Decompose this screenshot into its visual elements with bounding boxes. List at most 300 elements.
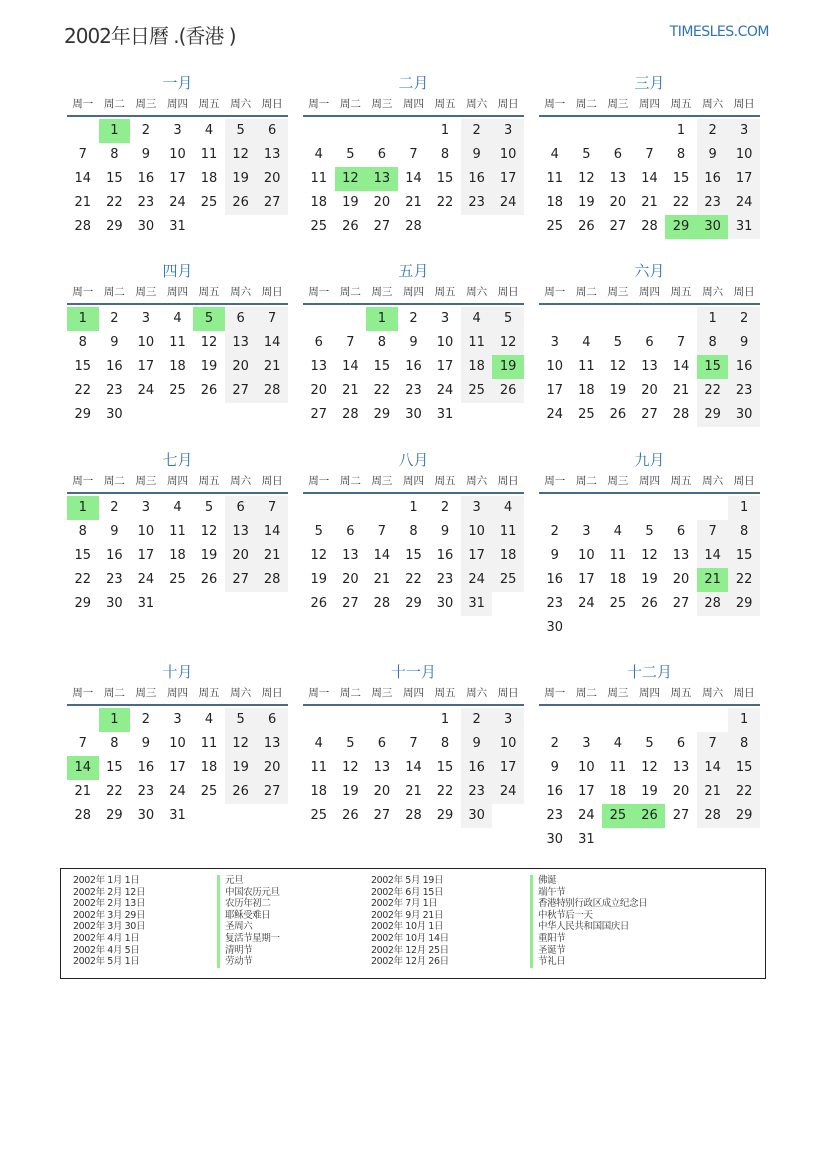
day-cell[interactable]: 4 bbox=[582, 335, 591, 350]
day-cell[interactable]: 21 bbox=[256, 544, 288, 568]
day-cell[interactable]: 7 bbox=[697, 732, 729, 756]
day-cell[interactable]: 4 bbox=[314, 736, 323, 751]
day-cell[interactable]: 27 bbox=[310, 407, 328, 422]
day-cell[interactable]: 5 bbox=[492, 307, 524, 331]
day-cell[interactable]: 8 bbox=[78, 335, 87, 350]
day-cell[interactable]: 20 bbox=[672, 784, 690, 799]
day-cell[interactable]: 18 bbox=[609, 572, 627, 587]
day-cell[interactable]: 26 bbox=[225, 780, 257, 804]
day-cell[interactable]: 20 bbox=[310, 383, 328, 398]
day-cell[interactable]: 16 bbox=[697, 167, 729, 191]
day-cell[interactable]: 13 bbox=[672, 548, 690, 563]
day-cell[interactable]: 17 bbox=[492, 167, 524, 191]
day-cell[interactable]: 6 bbox=[377, 147, 387, 162]
day-cell[interactable]: 2 bbox=[550, 736, 559, 751]
holiday-day-cell[interactable]: 13 bbox=[366, 167, 398, 191]
day-cell[interactable]: 14 bbox=[405, 760, 422, 775]
day-cell[interactable]: 3 bbox=[440, 311, 450, 326]
day-cell[interactable]: 20 bbox=[225, 355, 257, 379]
day-cell[interactable]: 23 bbox=[137, 195, 155, 210]
day-cell[interactable]: 17 bbox=[492, 756, 524, 780]
day-cell[interactable]: 28 bbox=[697, 592, 729, 616]
day-cell[interactable]: 1 bbox=[409, 500, 418, 515]
day-cell[interactable]: 26 bbox=[492, 379, 524, 403]
day-cell[interactable]: 12 bbox=[492, 331, 524, 355]
day-cell[interactable]: 6 bbox=[377, 736, 387, 751]
day-cell[interactable]: 8 bbox=[377, 335, 387, 350]
holiday-day-cell[interactable]: 1 bbox=[366, 307, 398, 331]
day-cell[interactable]: 28 bbox=[405, 808, 422, 823]
day-cell[interactable]: 18 bbox=[461, 355, 493, 379]
day-cell[interactable]: 30 bbox=[436, 596, 454, 611]
day-cell[interactable]: 5 bbox=[346, 736, 355, 751]
day-cell[interactable]: 12 bbox=[578, 171, 595, 186]
day-cell[interactable]: 15 bbox=[436, 760, 454, 775]
day-cell[interactable]: 20 bbox=[342, 572, 359, 587]
day-cell[interactable]: 5 bbox=[645, 736, 654, 751]
day-cell[interactable]: 22 bbox=[728, 568, 760, 592]
day-cell[interactable]: 16 bbox=[728, 355, 760, 379]
day-cell[interactable]: 25 bbox=[169, 572, 186, 587]
day-cell[interactable]: 14 bbox=[342, 359, 359, 374]
day-cell[interactable]: 3 bbox=[582, 736, 591, 751]
day-cell[interactable]: 29 bbox=[697, 403, 729, 427]
day-cell[interactable]: 8 bbox=[110, 736, 119, 751]
day-cell[interactable]: 19 bbox=[342, 784, 359, 799]
day-cell[interactable]: 5 bbox=[645, 524, 654, 539]
day-cell[interactable]: 11 bbox=[169, 524, 186, 539]
day-cell[interactable]: 17 bbox=[137, 548, 155, 563]
day-cell[interactable]: 30 bbox=[461, 804, 493, 828]
day-cell[interactable]: 21 bbox=[342, 383, 359, 398]
day-cell[interactable]: 19 bbox=[225, 167, 257, 191]
day-cell[interactable]: 2 bbox=[697, 119, 729, 143]
day-cell[interactable]: 8 bbox=[409, 524, 418, 539]
holiday-day-cell[interactable]: 14 bbox=[67, 756, 99, 780]
day-cell[interactable]: 30 bbox=[546, 832, 564, 847]
day-cell[interactable]: 22 bbox=[74, 572, 92, 587]
day-cell[interactable]: 1 bbox=[676, 123, 686, 138]
day-cell[interactable]: 12 bbox=[200, 524, 218, 539]
day-cell[interactable]: 29 bbox=[74, 596, 92, 611]
day-cell[interactable]: 15 bbox=[672, 171, 690, 186]
day-cell[interactable]: 14 bbox=[641, 171, 658, 186]
day-cell[interactable]: 9 bbox=[110, 335, 119, 350]
day-cell[interactable]: 11 bbox=[310, 171, 328, 186]
day-cell[interactable]: 2 bbox=[461, 119, 493, 143]
day-cell[interactable]: 20 bbox=[641, 383, 658, 398]
day-cell[interactable]: 10 bbox=[137, 524, 155, 539]
day-cell[interactable]: 24 bbox=[137, 572, 155, 587]
day-cell[interactable]: 9 bbox=[409, 335, 418, 350]
day-cell[interactable]: 26 bbox=[641, 596, 658, 611]
day-cell[interactable]: 30 bbox=[728, 403, 760, 427]
day-cell[interactable]: 13 bbox=[310, 359, 328, 374]
day-cell[interactable]: 19 bbox=[310, 572, 328, 587]
day-cell[interactable]: 27 bbox=[609, 219, 627, 234]
day-cell[interactable]: 17 bbox=[436, 359, 454, 374]
day-cell[interactable]: 16 bbox=[137, 760, 155, 775]
day-cell[interactable]: 11 bbox=[609, 548, 627, 563]
day-cell[interactable]: 14 bbox=[697, 756, 729, 780]
day-cell[interactable]: 22 bbox=[728, 780, 760, 804]
day-cell[interactable]: 2 bbox=[110, 311, 119, 326]
day-cell[interactable]: 30 bbox=[405, 407, 422, 422]
day-cell[interactable]: 3 bbox=[173, 712, 182, 727]
day-cell[interactable]: 3 bbox=[582, 524, 591, 539]
day-cell[interactable]: 18 bbox=[200, 760, 218, 775]
day-cell[interactable]: 24 bbox=[492, 780, 524, 804]
day-cell[interactable]: 4 bbox=[204, 712, 214, 727]
day-cell[interactable]: 3 bbox=[461, 496, 493, 520]
day-cell[interactable]: 27 bbox=[342, 596, 359, 611]
day-cell[interactable]: 4 bbox=[204, 123, 214, 138]
day-cell[interactable]: 6 bbox=[645, 335, 654, 350]
day-cell[interactable]: 12 bbox=[641, 760, 658, 775]
day-cell[interactable]: 10 bbox=[728, 143, 760, 167]
day-cell[interactable]: 9 bbox=[461, 143, 493, 167]
day-cell[interactable]: 17 bbox=[461, 544, 493, 568]
day-cell[interactable]: 3 bbox=[728, 119, 760, 143]
day-cell[interactable]: 10 bbox=[137, 335, 155, 350]
holiday-day-cell[interactable]: 21 bbox=[697, 568, 729, 592]
day-cell[interactable]: 27 bbox=[225, 379, 257, 403]
day-cell[interactable]: 28 bbox=[697, 804, 729, 828]
day-cell[interactable]: 27 bbox=[373, 808, 391, 823]
day-cell[interactable]: 31 bbox=[137, 596, 155, 611]
day-cell[interactable]: 29 bbox=[106, 808, 123, 823]
day-cell[interactable]: 22 bbox=[436, 195, 454, 210]
day-cell[interactable]: 15 bbox=[106, 760, 123, 775]
day-cell[interactable]: 11 bbox=[310, 760, 328, 775]
day-cell[interactable]: 14 bbox=[256, 520, 288, 544]
day-cell[interactable]: 31 bbox=[436, 407, 454, 422]
day-cell[interactable]: 11 bbox=[546, 171, 564, 186]
day-cell[interactable]: 29 bbox=[728, 592, 760, 616]
day-cell[interactable]: 17 bbox=[578, 572, 595, 587]
day-cell[interactable]: 5 bbox=[613, 335, 623, 350]
day-cell[interactable]: 31 bbox=[461, 592, 493, 616]
day-cell[interactable]: 5 bbox=[225, 119, 257, 143]
day-cell[interactable]: 8 bbox=[440, 147, 450, 162]
day-cell[interactable]: 7 bbox=[78, 736, 87, 751]
day-cell[interactable]: 20 bbox=[373, 195, 391, 210]
day-cell[interactable]: 1 bbox=[728, 496, 760, 520]
day-cell[interactable]: 30 bbox=[137, 219, 155, 234]
day-cell[interactable]: 2 bbox=[550, 524, 559, 539]
holiday-day-cell[interactable]: 1 bbox=[99, 708, 131, 732]
day-cell[interactable]: 28 bbox=[256, 568, 288, 592]
day-cell[interactable]: 30 bbox=[106, 407, 123, 422]
day-cell[interactable]: 3 bbox=[492, 119, 524, 143]
day-cell[interactable]: 16 bbox=[461, 756, 493, 780]
day-cell[interactable]: 25 bbox=[310, 808, 328, 823]
day-cell[interactable]: 11 bbox=[200, 147, 218, 162]
day-cell[interactable]: 2 bbox=[141, 712, 151, 727]
day-cell[interactable]: 9 bbox=[141, 147, 151, 162]
day-cell[interactable]: 26 bbox=[310, 596, 328, 611]
day-cell[interactable]: 25 bbox=[169, 383, 186, 398]
day-cell[interactable]: 4 bbox=[613, 736, 623, 751]
day-cell[interactable]: 10 bbox=[578, 548, 595, 563]
day-cell[interactable]: 18 bbox=[169, 548, 186, 563]
day-cell[interactable]: 26 bbox=[609, 407, 627, 422]
day-cell[interactable]: 6 bbox=[314, 335, 323, 350]
day-cell[interactable]: 12 bbox=[225, 732, 257, 756]
day-cell[interactable]: 15 bbox=[436, 171, 454, 186]
day-cell[interactable]: 29 bbox=[106, 219, 123, 234]
day-cell[interactable]: 22 bbox=[672, 195, 690, 210]
day-cell[interactable]: 24 bbox=[728, 191, 760, 215]
day-cell[interactable]: 22 bbox=[106, 195, 123, 210]
day-cell[interactable]: 21 bbox=[405, 195, 422, 210]
day-cell[interactable]: 28 bbox=[672, 407, 690, 422]
day-cell[interactable]: 16 bbox=[137, 171, 155, 186]
day-cell[interactable]: 23 bbox=[697, 191, 729, 215]
day-cell[interactable]: 28 bbox=[641, 219, 658, 234]
day-cell[interactable]: 7 bbox=[377, 524, 387, 539]
day-cell[interactable]: 20 bbox=[672, 572, 690, 587]
day-cell[interactable]: 25 bbox=[310, 219, 328, 234]
day-cell[interactable]: 22 bbox=[697, 379, 729, 403]
day-cell[interactable]: 9 bbox=[728, 331, 760, 355]
day-cell[interactable]: 7 bbox=[78, 147, 87, 162]
holiday-day-cell[interactable]: 29 bbox=[665, 215, 697, 239]
day-cell[interactable]: 5 bbox=[314, 524, 323, 539]
day-cell[interactable]: 21 bbox=[373, 572, 391, 587]
day-cell[interactable]: 5 bbox=[204, 500, 214, 515]
day-cell[interactable]: 29 bbox=[405, 596, 422, 611]
day-cell[interactable]: 23 bbox=[546, 808, 564, 823]
day-cell[interactable]: 1 bbox=[728, 708, 760, 732]
day-cell[interactable]: 25 bbox=[546, 219, 564, 234]
holiday-day-cell[interactable]: 12 bbox=[335, 167, 367, 191]
day-cell[interactable]: 11 bbox=[609, 760, 627, 775]
day-cell[interactable]: 13 bbox=[225, 520, 257, 544]
day-cell[interactable]: 8 bbox=[440, 736, 450, 751]
day-cell[interactable]: 12 bbox=[200, 335, 218, 350]
day-cell[interactable]: 21 bbox=[256, 355, 288, 379]
day-cell[interactable]: 13 bbox=[609, 171, 627, 186]
day-cell[interactable]: 16 bbox=[106, 548, 123, 563]
day-cell[interactable]: 19 bbox=[641, 784, 658, 799]
day-cell[interactable]: 14 bbox=[405, 171, 422, 186]
day-cell[interactable]: 23 bbox=[728, 379, 760, 403]
day-cell[interactable]: 9 bbox=[550, 760, 559, 775]
day-cell[interactable]: 2 bbox=[461, 708, 493, 732]
day-cell[interactable]: 2 bbox=[110, 500, 119, 515]
day-cell[interactable]: 27 bbox=[672, 808, 690, 823]
day-cell[interactable]: 13 bbox=[373, 760, 391, 775]
day-cell[interactable]: 20 bbox=[256, 756, 288, 780]
day-cell[interactable]: 15 bbox=[106, 171, 123, 186]
day-cell[interactable]: 24 bbox=[578, 808, 595, 823]
day-cell[interactable]: 28 bbox=[373, 596, 391, 611]
day-cell[interactable]: 28 bbox=[74, 808, 92, 823]
holiday-day-cell[interactable]: 5 bbox=[193, 307, 225, 331]
day-cell[interactable]: 18 bbox=[310, 195, 328, 210]
holiday-day-cell[interactable]: 15 bbox=[697, 355, 729, 379]
holiday-day-cell[interactable]: 26 bbox=[634, 804, 666, 828]
day-cell[interactable]: 17 bbox=[728, 167, 760, 191]
day-cell[interactable]: 14 bbox=[74, 171, 92, 186]
day-cell[interactable]: 18 bbox=[200, 171, 218, 186]
day-cell[interactable]: 24 bbox=[461, 568, 493, 592]
day-cell[interactable]: 6 bbox=[225, 307, 257, 331]
day-cell[interactable]: 28 bbox=[405, 219, 422, 234]
day-cell[interactable]: 14 bbox=[373, 548, 391, 563]
day-cell[interactable]: 3 bbox=[141, 311, 151, 326]
day-cell[interactable]: 7 bbox=[256, 496, 288, 520]
day-cell[interactable]: 10 bbox=[169, 147, 186, 162]
day-cell[interactable]: 28 bbox=[342, 407, 359, 422]
day-cell[interactable]: 7 bbox=[409, 147, 418, 162]
day-cell[interactable]: 10 bbox=[461, 520, 493, 544]
day-cell[interactable]: 18 bbox=[310, 784, 328, 799]
day-cell[interactable]: 4 bbox=[173, 500, 182, 515]
day-cell[interactable]: 17 bbox=[169, 760, 186, 775]
day-cell[interactable]: 27 bbox=[256, 191, 288, 215]
day-cell[interactable]: 7 bbox=[409, 736, 418, 751]
day-cell[interactable]: 22 bbox=[405, 572, 422, 587]
day-cell[interactable]: 6 bbox=[676, 736, 686, 751]
day-cell[interactable]: 30 bbox=[546, 620, 564, 635]
day-cell[interactable]: 24 bbox=[169, 784, 186, 799]
day-cell[interactable]: 23 bbox=[461, 191, 493, 215]
day-cell[interactable]: 23 bbox=[461, 780, 493, 804]
day-cell[interactable]: 26 bbox=[578, 219, 595, 234]
day-cell[interactable]: 12 bbox=[342, 760, 359, 775]
holiday-day-cell[interactable]: 30 bbox=[697, 215, 729, 239]
day-cell[interactable]: 31 bbox=[578, 832, 595, 847]
holiday-day-cell[interactable]: 1 bbox=[67, 496, 99, 520]
day-cell[interactable]: 7 bbox=[256, 307, 288, 331]
day-cell[interactable]: 16 bbox=[546, 784, 564, 799]
day-cell[interactable]: 20 bbox=[373, 784, 391, 799]
day-cell[interactable]: 23 bbox=[436, 572, 454, 587]
day-cell[interactable]: 12 bbox=[641, 548, 658, 563]
day-cell[interactable]: 11 bbox=[578, 359, 595, 374]
day-cell[interactable]: 6 bbox=[256, 708, 288, 732]
day-cell[interactable]: 9 bbox=[461, 732, 493, 756]
day-cell[interactable]: 5 bbox=[346, 147, 355, 162]
day-cell[interactable]: 4 bbox=[492, 496, 524, 520]
day-cell[interactable]: 12 bbox=[225, 143, 257, 167]
day-cell[interactable]: 13 bbox=[672, 760, 690, 775]
day-cell[interactable]: 8 bbox=[728, 520, 760, 544]
day-cell[interactable]: 21 bbox=[641, 195, 658, 210]
holiday-day-cell[interactable]: 19 bbox=[492, 355, 524, 379]
holiday-day-cell[interactable]: 1 bbox=[67, 307, 99, 331]
day-cell[interactable]: 7 bbox=[697, 520, 729, 544]
day-cell[interactable]: 27 bbox=[641, 407, 658, 422]
day-cell[interactable]: 22 bbox=[373, 383, 391, 398]
day-cell[interactable]: 29 bbox=[436, 808, 454, 823]
day-cell[interactable]: 10 bbox=[436, 335, 454, 350]
day-cell[interactable]: 13 bbox=[256, 143, 288, 167]
day-cell[interactable]: 26 bbox=[200, 383, 218, 398]
day-cell[interactable]: 15 bbox=[405, 548, 422, 563]
day-cell[interactable]: 8 bbox=[697, 331, 729, 355]
day-cell[interactable]: 30 bbox=[106, 596, 123, 611]
day-cell[interactable]: 6 bbox=[225, 496, 257, 520]
day-cell[interactable]: 27 bbox=[256, 780, 288, 804]
day-cell[interactable]: 3 bbox=[173, 123, 182, 138]
day-cell[interactable]: 25 bbox=[609, 596, 627, 611]
day-cell[interactable]: 22 bbox=[436, 784, 454, 799]
day-cell[interactable]: 25 bbox=[492, 568, 524, 592]
day-cell[interactable]: 16 bbox=[106, 359, 123, 374]
day-cell[interactable]: 20 bbox=[609, 195, 627, 210]
day-cell[interactable]: 5 bbox=[582, 147, 591, 162]
day-cell[interactable]: 19 bbox=[200, 548, 218, 563]
day-cell[interactable]: 23 bbox=[106, 383, 123, 398]
day-cell[interactable]: 6 bbox=[676, 524, 686, 539]
day-cell[interactable]: 24 bbox=[492, 191, 524, 215]
day-cell[interactable]: 16 bbox=[461, 167, 493, 191]
day-cell[interactable]: 23 bbox=[106, 572, 123, 587]
day-cell[interactable]: 11 bbox=[461, 331, 493, 355]
day-cell[interactable]: 2 bbox=[728, 307, 760, 331]
day-cell[interactable]: 1 bbox=[697, 307, 729, 331]
day-cell[interactable]: 24 bbox=[436, 383, 454, 398]
day-cell[interactable]: 9 bbox=[110, 524, 119, 539]
day-cell[interactable]: 4 bbox=[461, 307, 493, 331]
day-cell[interactable]: 15 bbox=[728, 544, 760, 568]
day-cell[interactable]: 15 bbox=[373, 359, 391, 374]
day-cell[interactable]: 1 bbox=[440, 712, 450, 727]
day-cell[interactable]: 8 bbox=[110, 147, 119, 162]
day-cell[interactable]: 9 bbox=[697, 143, 729, 167]
day-cell[interactable]: 10 bbox=[492, 732, 524, 756]
day-cell[interactable]: 25 bbox=[200, 784, 218, 799]
day-cell[interactable]: 31 bbox=[169, 219, 186, 234]
day-cell[interactable]: 26 bbox=[225, 191, 257, 215]
day-cell[interactable]: 2 bbox=[440, 500, 450, 515]
day-cell[interactable]: 7 bbox=[645, 147, 654, 162]
day-cell[interactable]: 15 bbox=[74, 548, 92, 563]
day-cell[interactable]: 17 bbox=[169, 171, 186, 186]
day-cell[interactable]: 15 bbox=[74, 359, 92, 374]
day-cell[interactable]: 11 bbox=[492, 520, 524, 544]
day-cell[interactable]: 7 bbox=[676, 335, 686, 350]
day-cell[interactable]: 26 bbox=[342, 808, 359, 823]
day-cell[interactable]: 18 bbox=[546, 195, 564, 210]
day-cell[interactable]: 29 bbox=[373, 407, 391, 422]
day-cell[interactable]: 4 bbox=[550, 147, 559, 162]
day-cell[interactable]: 31 bbox=[728, 215, 760, 239]
day-cell[interactable]: 21 bbox=[74, 784, 92, 799]
day-cell[interactable]: 24 bbox=[169, 195, 186, 210]
day-cell[interactable]: 21 bbox=[697, 780, 729, 804]
day-cell[interactable]: 28 bbox=[74, 219, 92, 234]
day-cell[interactable]: 26 bbox=[200, 572, 218, 587]
day-cell[interactable]: 13 bbox=[225, 331, 257, 355]
day-cell[interactable]: 6 bbox=[256, 119, 288, 143]
day-cell[interactable]: 3 bbox=[550, 335, 559, 350]
day-cell[interactable]: 20 bbox=[256, 167, 288, 191]
day-cell[interactable]: 19 bbox=[578, 195, 595, 210]
day-cell[interactable]: 10 bbox=[492, 143, 524, 167]
day-cell[interactable]: 24 bbox=[578, 596, 595, 611]
day-cell[interactable]: 27 bbox=[225, 568, 257, 592]
day-cell[interactable]: 18 bbox=[492, 544, 524, 568]
holiday-day-cell[interactable]: 1 bbox=[99, 119, 131, 143]
day-cell[interactable]: 25 bbox=[461, 379, 493, 403]
day-cell[interactable]: 8 bbox=[78, 524, 87, 539]
day-cell[interactable]: 2 bbox=[141, 123, 151, 138]
day-cell[interactable]: 29 bbox=[728, 804, 760, 828]
